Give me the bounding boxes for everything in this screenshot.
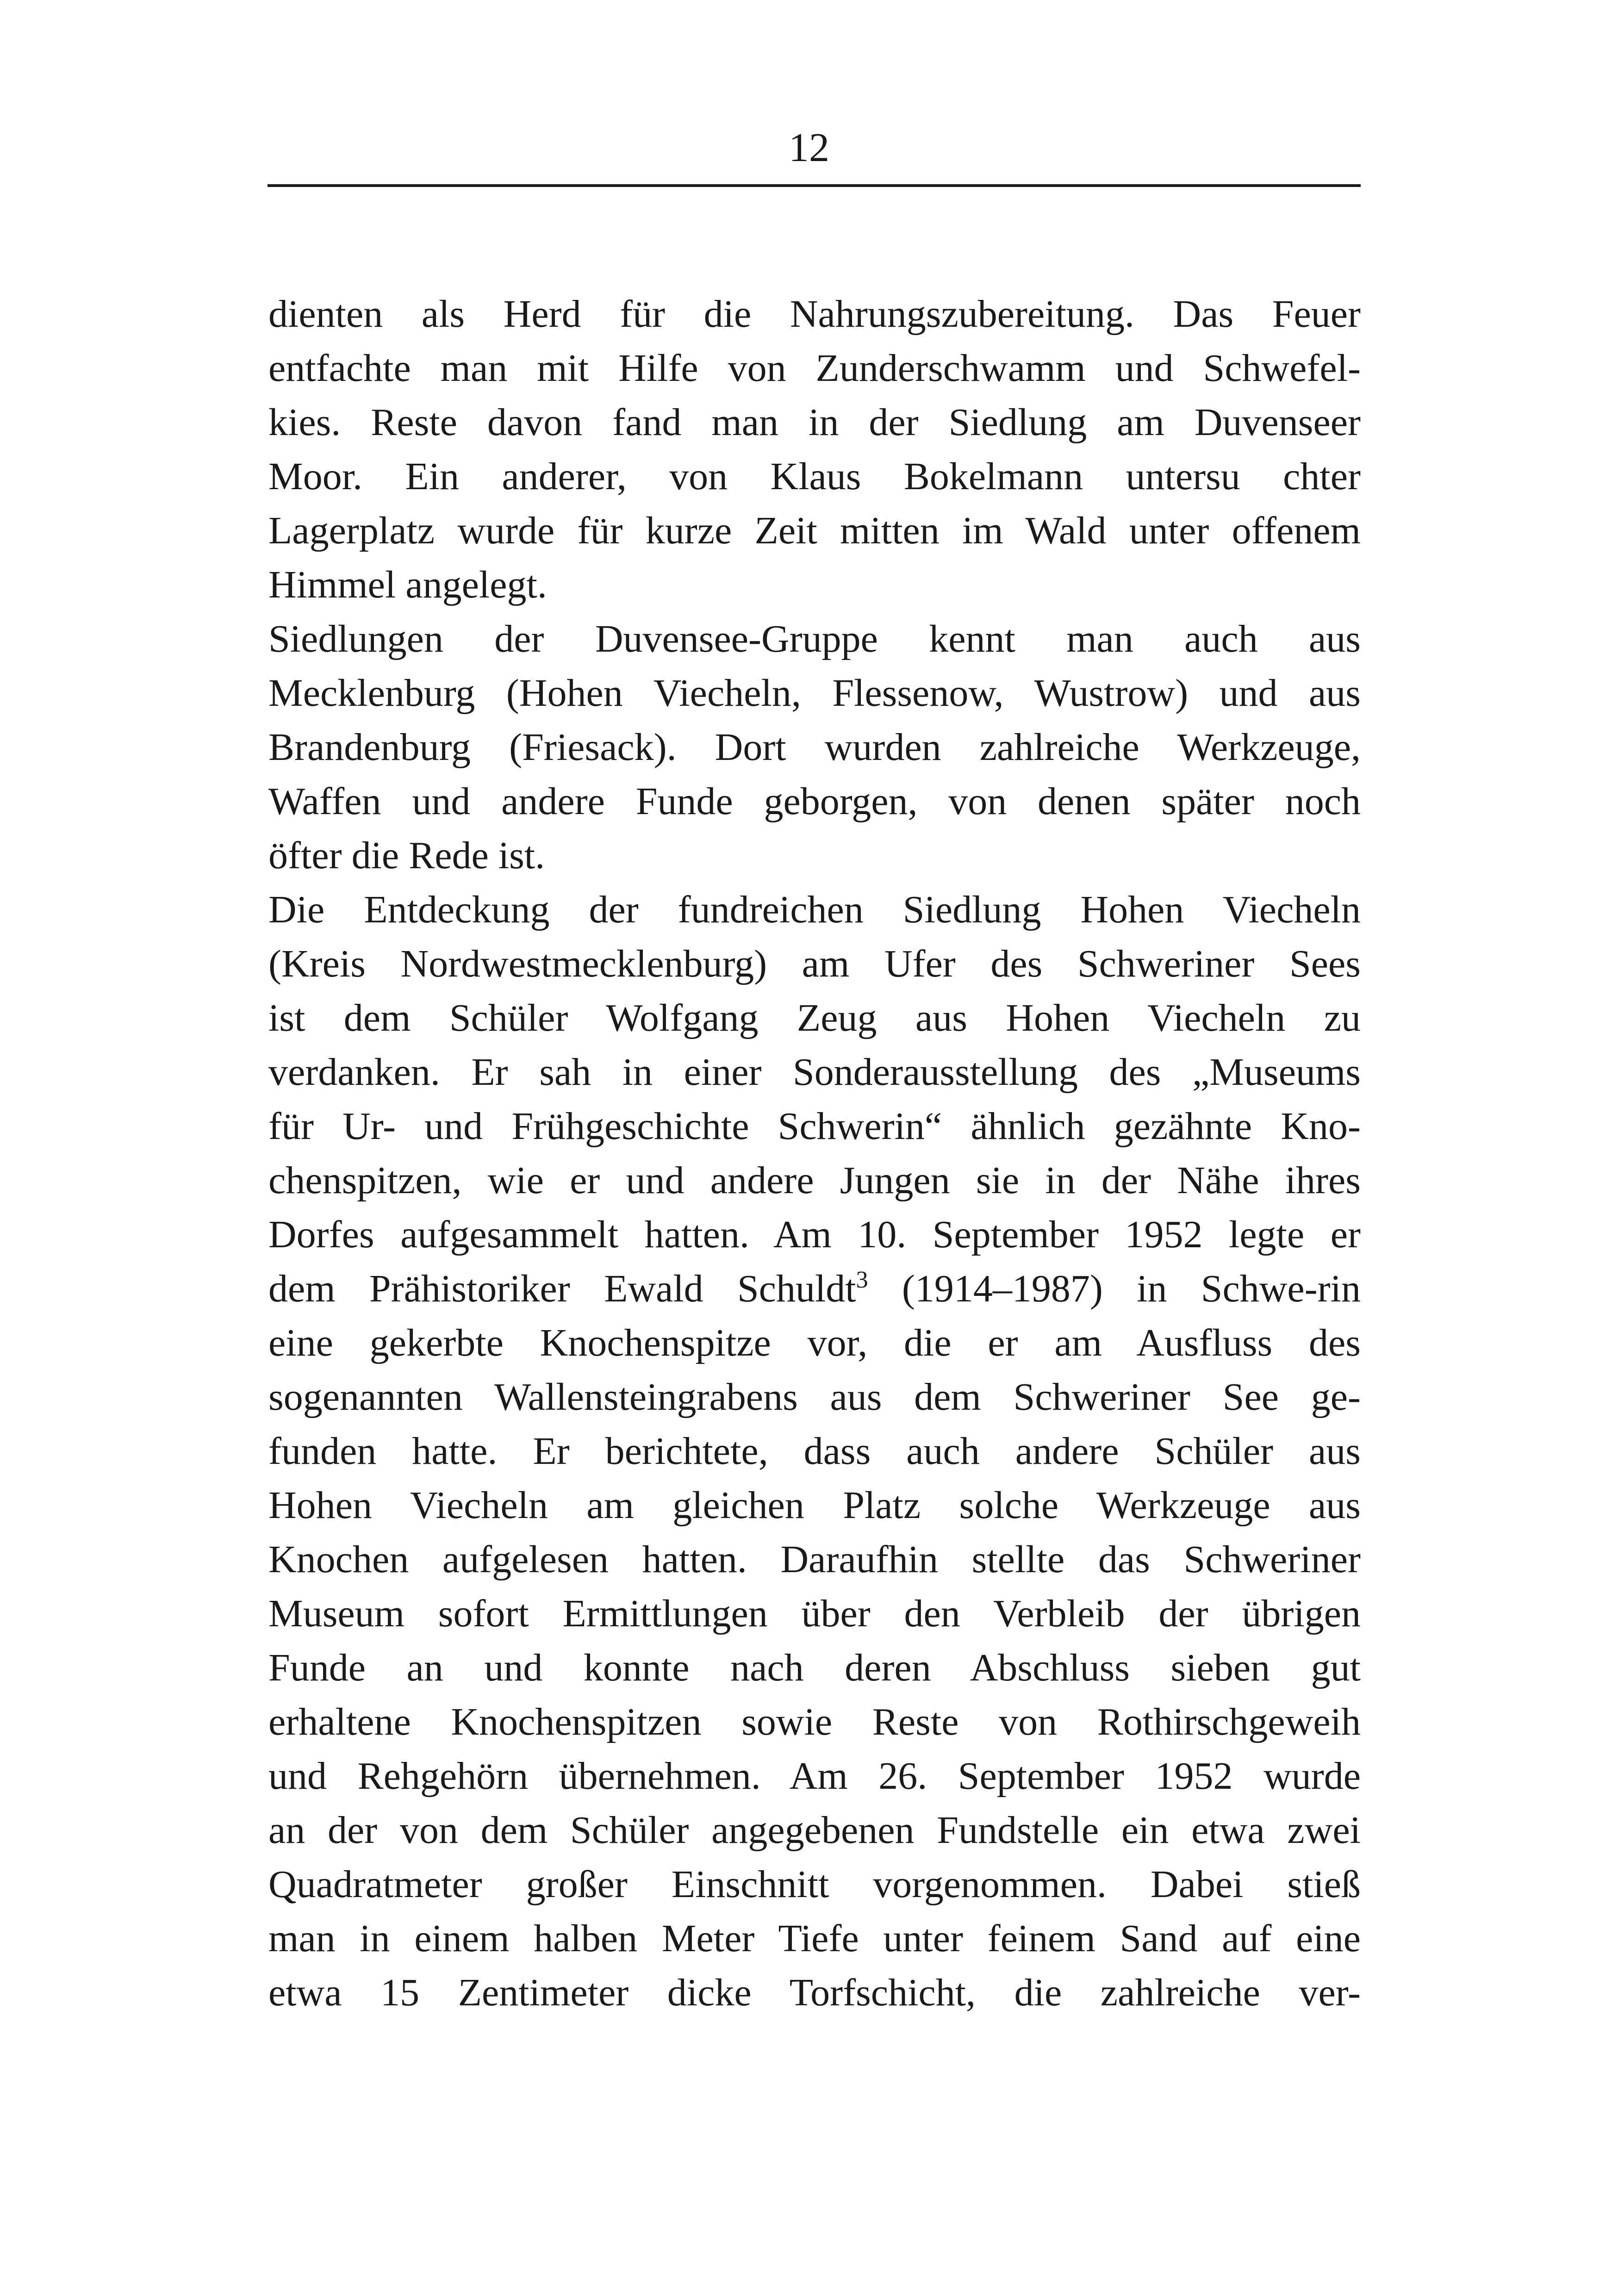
text-line: Die Entdeckung der fundreichen Siedlung Hohen Viecheln [268, 888, 1361, 931]
header-rule [268, 184, 1361, 187]
text-line: Brandenburg (Friesack). Dort wurden zahlreiche Werkzeuge, [268, 726, 1361, 769]
text-line: erhaltene Knochenspitzen sowie Reste von Rothirschgeweih [268, 1700, 1361, 1743]
text-line: für Ur- und Frühgeschichte Schwerin“ ähnlich gezähnte Kno- [268, 1105, 1361, 1148]
text-line: Knochen aufgelesen hatten. Daraufhin stellte das Schweriner [268, 1538, 1361, 1581]
text-line: und Rehgehörn übernehmen. Am 26. September 1952 wurde [268, 1755, 1361, 1798]
text-line: ist dem Schüler Wolfgang Zeug aus Hohen Viecheln zu [268, 996, 1361, 1039]
text-line: funden hatte. Er berichtete, dass auch andere Schüler aus [268, 1430, 1361, 1473]
text-line: Siedlungen der Duvensee-Gruppe kennt man auch aus [268, 617, 1361, 660]
text-line: öfter die Rede ist. [268, 834, 545, 877]
text-line-with-footnote [268, 1262, 1361, 1316]
text-line: Waffen und andere Funde geborgen, von denen später noch [268, 780, 1361, 823]
footnote-marker[interactable]: 3 [856, 1267, 868, 1293]
text-line: Funde an und konnte nach deren Abschluss sieben gut [268, 1646, 1361, 1689]
text-line: eine gekerbte Knochenspitze vor, die er am Ausfluss des [268, 1321, 1361, 1364]
text-line: Hohen Viecheln am gleichen Platz solche Werkzeuge aus [268, 1484, 1361, 1527]
text-line: chenspitzen, wie er und andere Jungen sie in der Nähe ihres [268, 1159, 1361, 1202]
text-segment: dem Prähistoriker Ewald Schuldt [268, 1267, 856, 1310]
text-line: man in einem halben Meter Tiefe unter feinem Sand auf eine [268, 1917, 1361, 1960]
text-line: dienten als Herd für die Nahrungszubereitung. Das Feuer [268, 292, 1361, 336]
text-line: kies. Reste davon fand man in der Siedlung am Duvenseer [268, 401, 1361, 444]
text-line: entfachte man mit Hilfe von Zunderschwamm und Schwefel- [268, 347, 1361, 390]
text-line: Mecklenburg (Hohen Viecheln, Flessenow, Wustrow) und aus [268, 672, 1361, 715]
body-text [268, 287, 1361, 2020]
page-number: 12 [789, 125, 829, 170]
text-line: Dorfes aufgesammelt hatten. Am 10. September 1952 legte er [268, 1213, 1361, 1256]
text-line: etwa 15 Zentimeter dicke Torfschicht, die zahlreiche ver- [268, 1971, 1361, 2014]
text-line: sogenannten Wallensteingrabens aus dem Schweriner See ge- [268, 1375, 1361, 1419]
text-line: (Kreis Nordwestmecklenburg) am Ufer des Schweriner Sees [268, 942, 1361, 985]
text-line: Lagerplatz wurde für kurze Zeit mitten im Wald unter offenem [268, 509, 1361, 552]
text-line: verdanken. Er sah in einer Sonderausstellung des „Museums [268, 1051, 1361, 1094]
text-line: Quadratmeter großer Einschnitt vorgenommen. Dabei stieß [268, 1863, 1361, 1906]
text-line: an der von dem Schüler angegebenen Fundstelle ein etwa zwei [268, 1809, 1361, 1852]
text-line: Moor. Ein anderer, von Klaus Bokelmann untersu chter [268, 455, 1361, 498]
text-line: Museum sofort Ermittlungen über den Verbleib der übrigen [268, 1592, 1361, 1635]
text-line: Himmel angelegt. [268, 563, 547, 606]
text-segment: (1914–1987) in Schwe-rin [868, 1267, 1361, 1310]
